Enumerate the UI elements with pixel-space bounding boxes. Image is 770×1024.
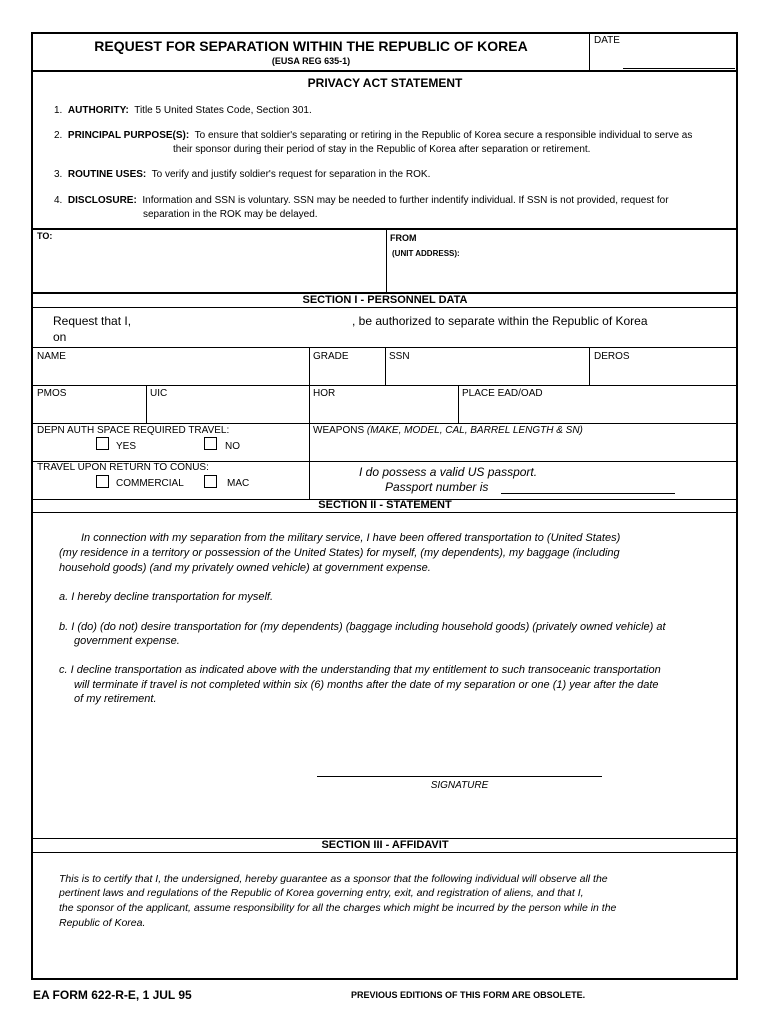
weapons-label-group: [313, 425, 583, 436]
request-name-field[interactable]: [140, 312, 348, 328]
travel-conus-label: TRAVEL UPON RETURN TO CONUS:: [37, 462, 209, 473]
form-title: REQUEST FOR SEPARATION WITHIN THE REPUBLIC OF KOREA: [94, 38, 528, 54]
privacy-item-authority: 1. AUTHORITY: Title 5 United States Code, Section 301.: [54, 105, 312, 116]
section3-heading: SECTION III - AFFIDAVIT: [321, 839, 449, 851]
privacy-heading: PRIVACY ACT STATEMENT: [307, 76, 463, 90]
row-rule-2: [33, 385, 737, 386]
pmos-label: PMOS: [37, 388, 67, 399]
request-prefix: Request that I,: [53, 314, 132, 328]
statement-item-c-line2: will terminate if travel is not completed within six (6) months after the date of my separation or one (1) year after the date: [74, 679, 659, 691]
row3-divider: [309, 423, 310, 461]
hor-label: HOR: [313, 388, 336, 399]
passport-number-underline: [501, 493, 675, 494]
to-field[interactable]: [34, 244, 384, 290]
statement-item-b-line2: government expense.: [74, 635, 180, 647]
weapons-detail: (MAKE, MODEL, CAL, BARREL LENGTH & SN): [366, 425, 583, 436]
on-label: on: [53, 330, 67, 344]
row2-divider-b: [309, 385, 310, 423]
section1-heading: SECTION I - PERSONNEL DATA: [302, 294, 468, 306]
passport-number-label: Passport number is: [385, 480, 489, 494]
from-field[interactable]: [388, 262, 736, 290]
ssn-field[interactable]: [387, 364, 587, 384]
row1-divider-c: [589, 347, 590, 385]
date-label: DATE: [594, 35, 620, 46]
pmos-field[interactable]: [34, 401, 144, 421]
grade-label: GRADE: [313, 351, 349, 362]
statement-item-c-line3: of my retirement.: [74, 693, 157, 705]
name-label: NAME: [37, 351, 66, 362]
deros-field[interactable]: [591, 364, 736, 384]
weapons-label: WEAPONS: [313, 425, 365, 436]
privacy-item-routine: 3. ROUTINE USES: To verify and justify soldier's request for separation in the ROK.: [54, 169, 431, 180]
form-regulation: (EUSA REG 635-1): [271, 56, 351, 66]
row1-divider-b: [385, 347, 386, 385]
form-id: EA FORM 622-R-E, 1 JUL 95: [33, 988, 192, 1002]
depn-no-checkbox[interactable]: [204, 437, 217, 450]
date-divider: [589, 33, 590, 70]
statement-intro-line3: household goods) (and my privately owned vehicle) at government expense.: [59, 562, 431, 574]
row2-divider-c: [458, 385, 459, 423]
statement-intro-line1: In connection with my separation from the military service, I have been offered transportation to (United States): [81, 532, 621, 544]
statement-intro-line2: (my residence in a territory or possession of the United States) for myself, (my dependents), my baggage (including: [59, 547, 620, 559]
section3-heading-rule: [33, 852, 737, 853]
header-rule: [33, 70, 737, 72]
passport-statement: I do possess a valid US passport.: [359, 465, 538, 479]
travel-commercial-checkbox[interactable]: [96, 475, 109, 488]
uic-field[interactable]: [148, 401, 307, 421]
privacy-item-purpose-cont: their sponsor during their period of stay in the Republic of Korea after separation or retirement.: [173, 144, 591, 155]
passport-number-field[interactable]: [501, 478, 675, 493]
place-ead-field[interactable]: [460, 401, 736, 421]
affidavit-line3: the sponsor of the applicant, assume responsibility for all the charges which might be incurred by the person while in the: [59, 902, 617, 914]
from-label: FROM: [390, 233, 417, 243]
row1-divider-a: [309, 347, 310, 385]
row4-divider: [309, 461, 310, 499]
signature-field[interactable]: [317, 755, 602, 775]
section2-heading-rule: [33, 512, 737, 513]
statement-item-b-line1: b. I (do) (do not) desire transportation for (my dependents) (baggage including household goods) (privately owned vehicle) at: [59, 621, 666, 633]
affidavit-line2: pertinent laws and regulations of the Republic of Korea governing entry, exit, and registration of aliens, and that I,: [59, 887, 584, 899]
request-suffix: , be authorized to separate within the Republic of Korea: [352, 314, 648, 328]
affidavit-line4: Republic of Korea.: [59, 917, 146, 929]
name-field[interactable]: [34, 364, 307, 384]
depn-yes-label: YES: [116, 441, 137, 452]
row2-divider-a: [146, 385, 147, 423]
to-label: TO:: [37, 231, 53, 241]
privacy-item-purpose: 2. PRINCIPAL PURPOSE(S): To ensure that soldier's separating or retiring in the Republic of Korea secure a responsible individual to serve as: [54, 130, 693, 141]
travel-mac-checkbox[interactable]: [204, 475, 217, 488]
to-from-divider: [386, 229, 387, 292]
hor-field[interactable]: [311, 401, 456, 421]
statement-item-c-line1: c. I decline transportation as indicated above with the understanding that my entitlement to such transoceanic transportation: [59, 664, 661, 676]
travel-commercial-label: COMMERCIAL: [116, 478, 184, 489]
affidavit-line1: This is to certify that I, the undersigned, hereby guarantee as a sponsor that the following individual will observe all the: [59, 873, 608, 885]
obsolete-notice: PREVIOUS EDITIONS OF THIS FORM ARE OBSOLETE.: [351, 990, 586, 1000]
uic-label: UIC: [150, 388, 168, 399]
depn-travel-label: DEPN AUTH SPACE REQUIRED TRAVEL:: [37, 425, 230, 436]
privacy-item-disclosure-cont: separation in the ROK may be delayed.: [143, 209, 318, 220]
unit-address-label: (UNIT ADDRESS):: [392, 249, 460, 258]
date-field[interactable]: [596, 48, 736, 68]
deros-label: DEROS: [594, 351, 630, 362]
date-underline: [623, 68, 735, 69]
section2-heading: SECTION II - STATEMENT: [318, 499, 452, 511]
privacy-rule: [33, 228, 737, 230]
ssn-label: SSN: [389, 351, 410, 362]
place-ead-label: PLACE EAD/OAD: [462, 388, 543, 399]
weapons-field[interactable]: [311, 438, 736, 459]
grade-field[interactable]: [311, 364, 383, 384]
section1-heading-rule: [33, 307, 737, 308]
on-date-field[interactable]: [72, 329, 272, 345]
signature-line: [317, 776, 602, 777]
depn-yes-checkbox[interactable]: [96, 437, 109, 450]
statement-item-a: a. I hereby decline transportation for myself.: [59, 591, 273, 603]
travel-mac-label: MAC: [227, 478, 250, 489]
row-rule-3: [33, 423, 737, 424]
signature-label: SIGNATURE: [430, 780, 489, 791]
privacy-item-disclosure: 4. DISCLOSURE: Information and SSN is voluntary. SSN may be needed to further indentify individual. If SSN is not provided, request for: [54, 195, 669, 206]
depn-no-label: NO: [225, 441, 240, 452]
